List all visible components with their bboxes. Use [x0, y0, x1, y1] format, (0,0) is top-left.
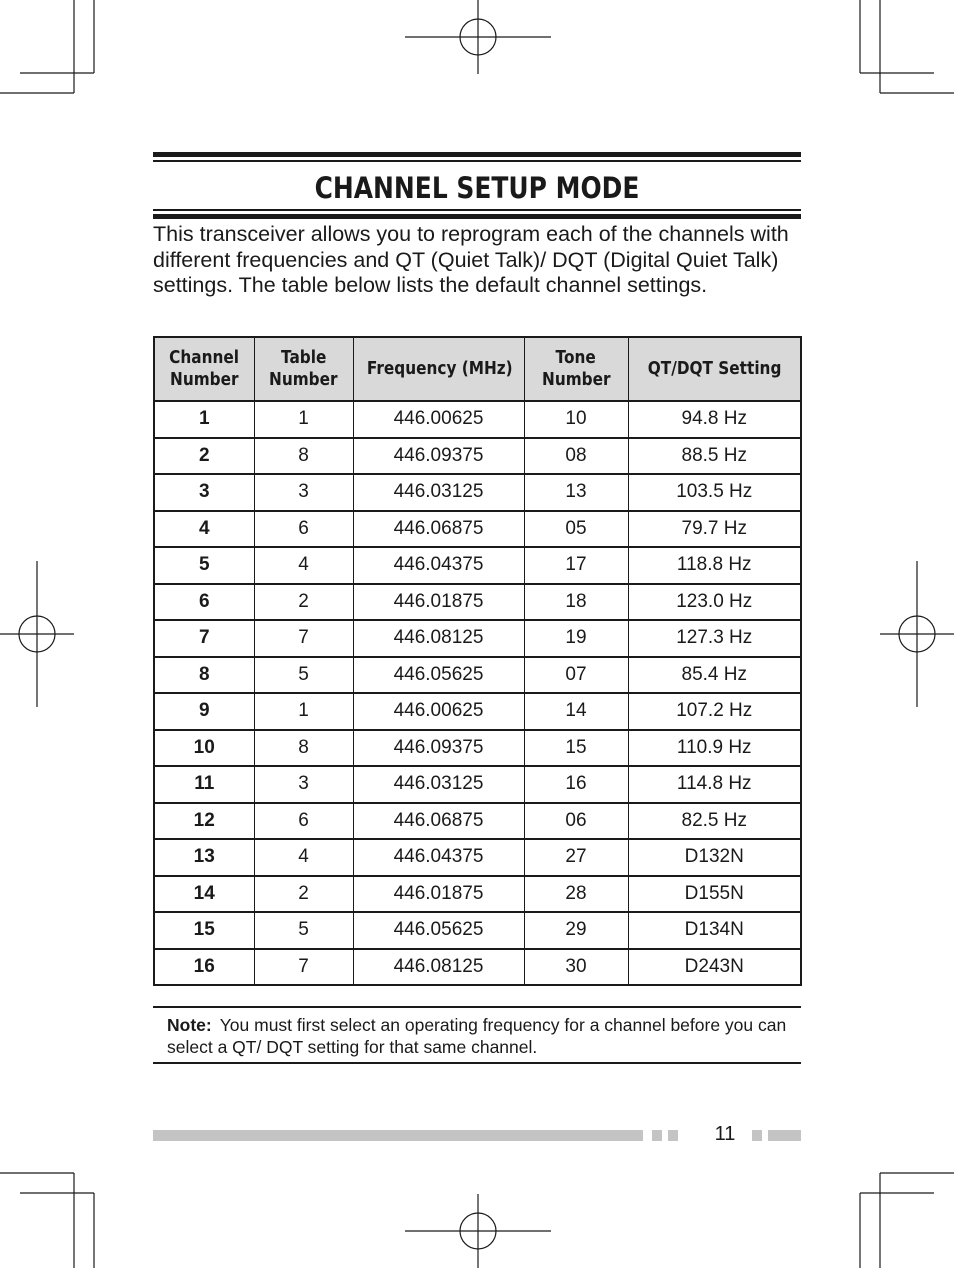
header-label: Tone [555, 347, 597, 368]
cell-channel-number: 16 [154, 949, 254, 986]
cell-table-number: 3 [254, 474, 353, 511]
cell-qt-dqt-setting: 127.3 Hz [628, 620, 801, 657]
footer-bar-square [652, 1130, 662, 1141]
cell-channel-number: 10 [154, 730, 254, 767]
page-number: 11 [714, 1123, 736, 1145]
table-row [154, 876, 801, 913]
cell-qt-dqt-setting: 118.8 Hz [628, 547, 801, 584]
table-row [154, 474, 801, 511]
cell-tone-number: 27 [524, 839, 628, 876]
cell-qt-dqt-setting: 110.9 Hz [628, 730, 801, 767]
cell-frequency: 446.06875 [353, 803, 524, 840]
cell-table-number: 2 [254, 584, 353, 621]
cell-table-number: 4 [254, 547, 353, 584]
cell-channel-number: 9 [154, 693, 254, 730]
cell-tone-number: 14 [524, 693, 628, 730]
cell-qt-dqt-setting: 85.4 Hz [628, 657, 801, 694]
cell-channel-number: 4 [154, 511, 254, 548]
intro-paragraph: This transceiver allows you to reprogram each of the channels with different frequencies and QT (Quiet Talk)/ DQT (Digital Quiet Talk) settings. The table below lists the default channel settings. [153, 222, 789, 298]
table-row [154, 949, 801, 986]
table-row [154, 657, 801, 694]
cell-frequency: 446.03125 [353, 766, 524, 803]
table-row [154, 511, 801, 548]
cell-frequency: 446.06875 [353, 511, 524, 548]
cell-table-number: 4 [254, 839, 353, 876]
cell-qt-dqt-setting: 107.2 Hz [628, 693, 801, 730]
cell-table-number: 1 [254, 693, 353, 730]
cell-qt-dqt-setting: 82.5 Hz [628, 803, 801, 840]
cell-tone-number: 15 [524, 730, 628, 767]
cell-qt-dqt-setting: D132N [628, 839, 801, 876]
cell-qt-dqt-setting: D134N [628, 912, 801, 949]
cell-table-number: 7 [254, 949, 353, 986]
table-row [154, 912, 801, 949]
table-row [154, 730, 801, 767]
cell-tone-number: 08 [524, 438, 628, 475]
cell-channel-number: 1 [154, 401, 254, 438]
cell-table-number: 8 [254, 438, 353, 475]
cell-qt-dqt-setting: D155N [628, 876, 801, 913]
cell-frequency: 446.00625 [353, 693, 524, 730]
cell-tone-number: 19 [524, 620, 628, 657]
cell-channel-number: 13 [154, 839, 254, 876]
cell-frequency: 446.00625 [353, 401, 524, 438]
cell-channel-number: 7 [154, 620, 254, 657]
cell-channel-number: 3 [154, 474, 254, 511]
title-rule-bottom-thick [153, 214, 801, 219]
cell-table-number: 6 [254, 803, 353, 840]
header-tone-number [524, 337, 628, 401]
page-title: CHANNEL SETUP MODE [314, 171, 640, 205]
header-label: QT/DQT Setting [647, 358, 782, 379]
cell-tone-number: 28 [524, 876, 628, 913]
cell-qt-dqt-setting: 114.8 Hz [628, 766, 801, 803]
table-row [154, 839, 801, 876]
header-label: Number [541, 369, 611, 390]
cell-tone-number: 05 [524, 511, 628, 548]
cell-tone-number: 30 [524, 949, 628, 986]
header-table-number [254, 337, 353, 401]
cell-tone-number: 29 [524, 912, 628, 949]
footer-bar-short [768, 1130, 801, 1141]
cell-channel-number: 15 [154, 912, 254, 949]
table-row [154, 584, 801, 621]
header-frequency [353, 337, 524, 401]
section-header [153, 152, 801, 219]
cell-table-number: 6 [254, 511, 353, 548]
cell-tone-number: 06 [524, 803, 628, 840]
footer-bar-long [153, 1130, 643, 1141]
cell-qt-dqt-setting: 103.5 Hz [628, 474, 801, 511]
table-row [154, 438, 801, 475]
cell-frequency: 446.09375 [353, 438, 524, 475]
cell-qt-dqt-setting: 123.0 Hz [628, 584, 801, 621]
cell-frequency: 446.01875 [353, 876, 524, 913]
note-box [153, 1006, 801, 1064]
table-row [154, 401, 801, 438]
table-row [154, 766, 801, 803]
cell-channel-number: 2 [154, 438, 254, 475]
note-text [167, 1014, 797, 1058]
cell-tone-number: 16 [524, 766, 628, 803]
cell-table-number: 5 [254, 657, 353, 694]
table-header-row [154, 337, 801, 401]
header-label: Frequency (MHz) [366, 358, 513, 379]
footer-bar-square [668, 1130, 678, 1141]
cell-channel-number: 14 [154, 876, 254, 913]
cell-table-number: 5 [254, 912, 353, 949]
header-label: Table [280, 347, 327, 368]
table-row [154, 620, 801, 657]
cell-frequency: 446.04375 [353, 839, 524, 876]
cell-table-number: 2 [254, 876, 353, 913]
cell-frequency: 446.03125 [353, 474, 524, 511]
cell-frequency: 446.08125 [353, 949, 524, 986]
cell-tone-number: 18 [524, 584, 628, 621]
table-row [154, 547, 801, 584]
cell-frequency: 446.08125 [353, 620, 524, 657]
note-label: Note: [167, 1015, 212, 1035]
cell-frequency: 446.05625 [353, 912, 524, 949]
header-label: Channel [169, 347, 240, 368]
cell-table-number: 7 [254, 620, 353, 657]
cell-qt-dqt-setting: D243N [684, 955, 744, 977]
cell-frequency: 446.01875 [353, 584, 524, 621]
note-body: You must first select an operating frequency for a channel before you can select a QT/ DQT setting for that same channel. [167, 1015, 787, 1057]
cell-table-number: 1 [254, 401, 353, 438]
cell-frequency: 446.09375 [353, 730, 524, 767]
cell-qt-dqt-setting: 88.5 Hz [628, 438, 801, 475]
cell-tone-number: 07 [524, 657, 628, 694]
header-label: Number [169, 369, 239, 390]
cell-qt-dqt-setting: 79.7 Hz [628, 511, 801, 548]
title-rule-top-thick [153, 152, 801, 157]
channel-settings-table [153, 336, 802, 986]
cell-frequency: 446.05625 [353, 657, 524, 694]
title-rule-bottom-thin [153, 209, 801, 211]
title-rule-top-thin [153, 160, 801, 162]
cell-channel-number: 5 [154, 547, 254, 584]
cell-tone-number: 10 [524, 401, 628, 438]
cell-table-number: 8 [254, 730, 353, 767]
header-qt-dqt-setting [628, 337, 801, 401]
header-channel-number [154, 337, 254, 401]
cell-channel-number: 6 [154, 584, 254, 621]
table-body [154, 401, 801, 985]
cell-frequency: 446.04375 [353, 547, 524, 584]
cell-qt-dqt-setting: 94.8 Hz [628, 401, 801, 438]
header-label: Number [269, 369, 338, 390]
cell-channel-number: 8 [154, 657, 254, 694]
cell-tone-number: 17 [524, 547, 628, 584]
footer-bar-square [752, 1130, 762, 1141]
cell-table-number: 3 [254, 766, 353, 803]
table-row [154, 693, 801, 730]
cell-channel-number: 11 [154, 766, 254, 803]
cell-channel-number: 12 [154, 803, 254, 840]
cell-tone-number: 13 [524, 474, 628, 511]
table-row [154, 803, 801, 840]
